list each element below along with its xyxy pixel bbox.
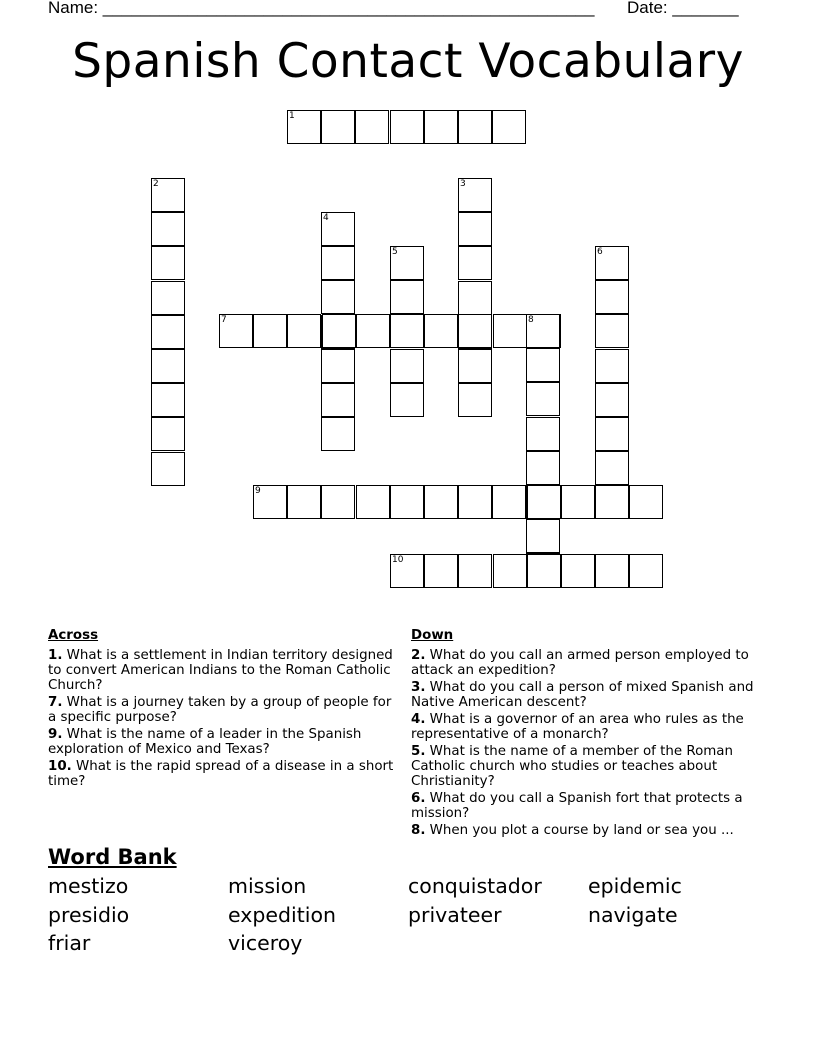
crossword-cell[interactable] bbox=[356, 314, 390, 348]
word-bank-word: conquistador bbox=[408, 874, 542, 898]
crossword-cell[interactable] bbox=[321, 417, 355, 451]
crossword-cell[interactable] bbox=[321, 485, 355, 519]
crossword-cell[interactable] bbox=[321, 349, 355, 383]
clue-number: 2 bbox=[153, 179, 159, 189]
crossword-cell[interactable] bbox=[390, 246, 424, 280]
across-clues bbox=[48, 628, 400, 791]
crossword-cell[interactable] bbox=[458, 246, 492, 280]
crossword-cell[interactable] bbox=[493, 314, 527, 348]
clue-across-9: 9. What is the name of a leader in the Spanish exploration of Mexico and Texas? bbox=[48, 727, 362, 757]
crossword-cell[interactable] bbox=[595, 246, 629, 280]
crossword-cell[interactable] bbox=[458, 314, 492, 348]
word-bank-word: privateer bbox=[408, 903, 502, 927]
clue-number: 1 bbox=[289, 111, 295, 121]
crossword-cell[interactable] bbox=[151, 178, 185, 212]
crossword-cell[interactable] bbox=[151, 383, 185, 417]
crossword-cell[interactable] bbox=[390, 314, 424, 348]
crossword-cell[interactable] bbox=[561, 485, 595, 519]
crossword-cell[interactable] bbox=[253, 314, 287, 348]
crossword-cell[interactable] bbox=[492, 485, 526, 519]
clue-number: 7 bbox=[221, 315, 227, 325]
crossword-cell[interactable] bbox=[526, 519, 560, 553]
crossword-cell[interactable] bbox=[527, 554, 561, 588]
crossword-cell[interactable] bbox=[390, 485, 424, 519]
name-field: Name: ____________________________________________________ bbox=[48, 0, 595, 17]
crossword-cell[interactable] bbox=[493, 554, 527, 588]
crossword-cell[interactable] bbox=[321, 212, 355, 246]
crossword-cell[interactable] bbox=[390, 349, 424, 383]
crossword-cell[interactable] bbox=[424, 314, 458, 348]
crossword-cell[interactable] bbox=[595, 280, 629, 314]
word-bank-word: mission bbox=[228, 874, 307, 898]
crossword-cell[interactable] bbox=[356, 485, 390, 519]
clue-down-3: 3. What do you call a person of mixed Spanish and Native American descent? bbox=[411, 680, 754, 710]
crossword-cell[interactable] bbox=[526, 314, 560, 348]
crossword-cell[interactable] bbox=[595, 451, 629, 485]
crossword-cell[interactable] bbox=[458, 212, 492, 246]
clue-down-8: 8. When you plot a course by land or sea you ... bbox=[411, 823, 734, 838]
crossword-cell[interactable] bbox=[151, 315, 185, 349]
crossword-cell[interactable] bbox=[458, 554, 492, 588]
crossword-cell[interactable] bbox=[355, 110, 389, 144]
crossword-cell[interactable] bbox=[561, 554, 595, 588]
clue-across-7: 7. What is a journey taken by a group of people for a specific purpose? bbox=[48, 695, 392, 725]
clue-down-2: 2. What do you call an armed person employed to attack an expedition? bbox=[411, 648, 749, 678]
crossword-cell[interactable] bbox=[321, 383, 355, 417]
crossword-cell[interactable] bbox=[595, 485, 629, 519]
crossword-cell[interactable] bbox=[629, 485, 663, 519]
crossword-cell[interactable] bbox=[458, 349, 492, 383]
clue-down-4: 4. What is a governor of an area who rules as the representative of a monarch? bbox=[411, 712, 744, 742]
crossword-cell[interactable] bbox=[287, 314, 321, 348]
crossword-cell[interactable] bbox=[527, 485, 561, 519]
clue-number: 9 bbox=[255, 486, 261, 496]
crossword-cell[interactable] bbox=[390, 280, 424, 314]
crossword-cell[interactable] bbox=[595, 417, 629, 451]
crossword-cell[interactable] bbox=[322, 314, 356, 348]
clue-across-1: 1. What is a settlement in Indian territory designed to convert American Indians to the Roman Catholic Church? bbox=[48, 648, 393, 693]
crossword-cell[interactable] bbox=[219, 314, 253, 348]
crossword-cell[interactable] bbox=[526, 348, 560, 382]
word-bank-word: expedition bbox=[228, 903, 336, 927]
clue-number: 10 bbox=[392, 555, 404, 565]
crossword-cell[interactable] bbox=[526, 382, 560, 416]
crossword-cell[interactable] bbox=[595, 349, 629, 383]
crossword-cell[interactable] bbox=[151, 417, 185, 451]
crossword-cell[interactable] bbox=[287, 110, 321, 144]
word-bank-word: friar bbox=[48, 931, 91, 955]
crossword-cell[interactable] bbox=[629, 554, 663, 588]
crossword-cell[interactable] bbox=[321, 246, 355, 280]
page-title: Spanish Contact Vocabulary bbox=[72, 34, 744, 89]
crossword-cell[interactable] bbox=[526, 451, 560, 485]
crossword-cell[interactable] bbox=[595, 383, 629, 417]
clue-across-10: 10. What is the rapid spread of a disease in a short time? bbox=[48, 759, 394, 789]
crossword-cell[interactable] bbox=[458, 178, 492, 212]
word-bank-word: navigate bbox=[588, 903, 678, 927]
crossword-cell[interactable] bbox=[492, 110, 526, 144]
down-heading: Down bbox=[411, 628, 454, 643]
clue-number: 6 bbox=[597, 247, 603, 257]
clue-down-6: 6. What do you call a Spanish fort that protects a mission? bbox=[411, 791, 743, 821]
crossword-cell[interactable] bbox=[253, 485, 287, 519]
clue-down-5: 5. What is the name of a member of the Roman Catholic church who studies or teaches about Christianity? bbox=[411, 744, 733, 789]
crossword-cell[interactable] bbox=[458, 383, 492, 417]
crossword-cell[interactable] bbox=[151, 452, 185, 486]
clue-number: 8 bbox=[528, 315, 534, 325]
crossword-cell[interactable] bbox=[287, 485, 321, 519]
across-heading: Across bbox=[48, 628, 99, 643]
crossword-cell[interactable] bbox=[424, 554, 458, 588]
crossword-cell[interactable] bbox=[458, 110, 492, 144]
crossword-cell[interactable] bbox=[321, 280, 355, 314]
crossword-cell[interactable] bbox=[458, 281, 492, 315]
crossword-cell[interactable] bbox=[526, 417, 560, 451]
down-clues bbox=[411, 628, 769, 840]
crossword-cell[interactable] bbox=[321, 110, 355, 144]
crossword-cell[interactable] bbox=[151, 212, 185, 246]
crossword-cell[interactable] bbox=[458, 485, 492, 519]
crossword-cell[interactable] bbox=[424, 485, 458, 519]
crossword-cell[interactable] bbox=[151, 246, 185, 280]
clue-number: 5 bbox=[392, 247, 398, 257]
crossword-cell[interactable] bbox=[151, 281, 185, 315]
crossword-cell[interactable] bbox=[390, 110, 424, 144]
crossword-cell[interactable] bbox=[390, 554, 424, 588]
clue-number: 4 bbox=[323, 213, 329, 223]
crossword-cell[interactable] bbox=[151, 349, 185, 383]
word-bank-word: epidemic bbox=[588, 874, 682, 898]
crossword-cell[interactable] bbox=[424, 110, 458, 144]
word-bank-word: viceroy bbox=[228, 931, 303, 955]
crossword-cell[interactable] bbox=[595, 554, 629, 588]
word-bank-word: mestizo bbox=[48, 874, 129, 898]
crossword-cell[interactable] bbox=[595, 314, 629, 348]
clue-number: 3 bbox=[460, 179, 466, 189]
word-bank-title: Word Bank bbox=[48, 845, 177, 869]
word-bank-word: presidio bbox=[48, 903, 130, 927]
crossword-cell[interactable] bbox=[390, 383, 424, 417]
date-field: Date: _______ bbox=[627, 0, 739, 17]
